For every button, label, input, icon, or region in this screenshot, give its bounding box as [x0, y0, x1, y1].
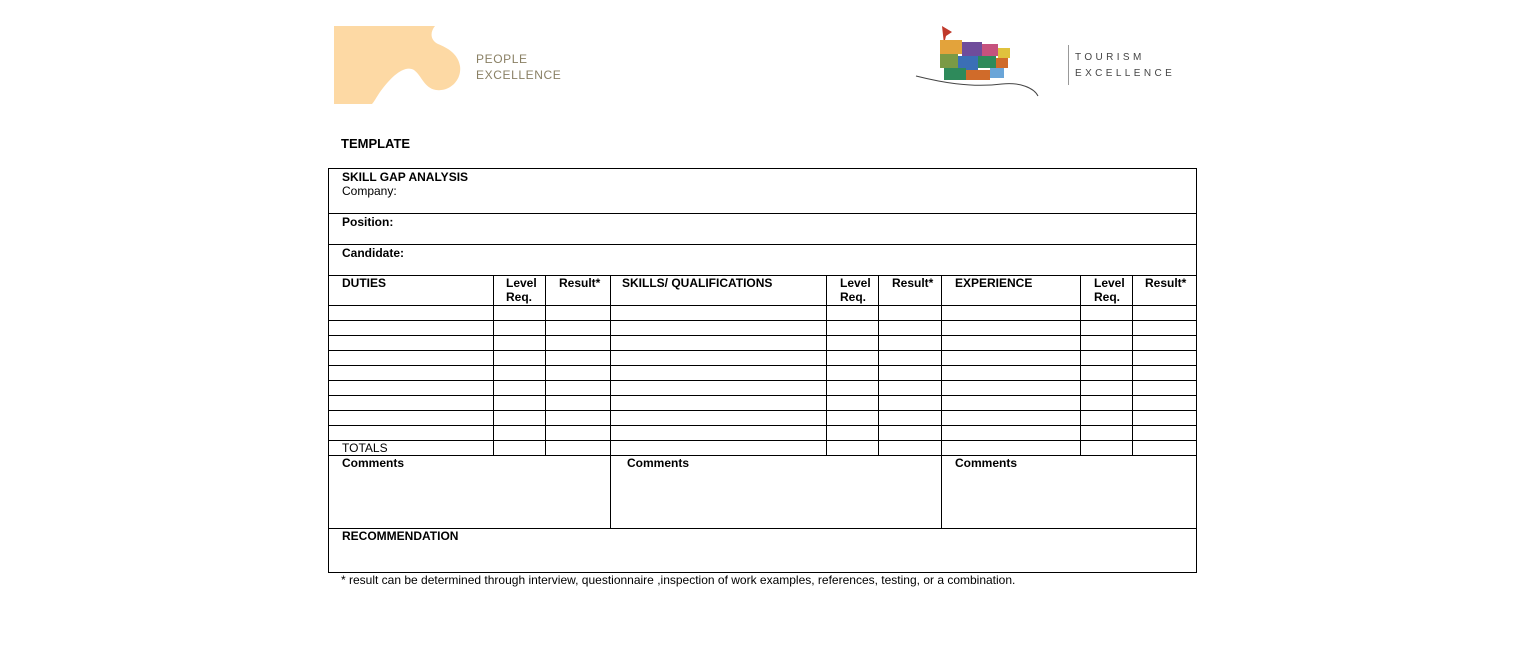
table-row [329, 426, 1197, 441]
people-excellence-line1: PEOPLE [476, 52, 528, 66]
blank-cell[interactable] [329, 411, 494, 426]
blank-cell[interactable] [329, 351, 494, 366]
experience-header: EXPERIENCE [942, 276, 1081, 306]
blank-cell[interactable] [1133, 396, 1197, 411]
blank-cell[interactable] [329, 396, 494, 411]
blank-cell[interactable] [879, 306, 942, 321]
level-line2: Req. [506, 290, 533, 304]
recommendation-label: RECOMMENDATION [342, 529, 459, 543]
skills-level-header [827, 276, 879, 306]
table-row [329, 411, 1197, 426]
blank-cell[interactable] [879, 396, 942, 411]
totals-cell[interactable] [1081, 441, 1133, 456]
blank-cell[interactable] [1133, 306, 1197, 321]
blank-cell[interactable] [546, 321, 611, 336]
blank-cell[interactable] [611, 366, 827, 381]
tourism-victoria-logo [910, 22, 1050, 112]
blank-cell[interactable] [1081, 381, 1133, 396]
table-row [329, 396, 1197, 411]
blank-cell[interactable] [546, 306, 611, 321]
totals-cell[interactable] [942, 441, 1081, 456]
blank-cell[interactable] [879, 336, 942, 351]
experience-comments-cell[interactable] [942, 456, 1197, 529]
blank-cell[interactable] [879, 426, 942, 441]
blank-cell[interactable] [546, 366, 611, 381]
table-row [329, 351, 1197, 366]
blank-cell[interactable] [827, 396, 879, 411]
puzzle-piece-icon [334, 26, 460, 104]
blank-cell[interactable] [329, 306, 494, 321]
blank-cell[interactable] [942, 321, 1081, 336]
template-label: TEMPLATE [341, 136, 411, 151]
blank-cell[interactable] [1133, 351, 1197, 366]
blank-cell[interactable] [942, 411, 1081, 426]
blank-cell[interactable] [1081, 321, 1133, 336]
blank-cell[interactable] [611, 336, 827, 351]
duties-comments-cell[interactable] [329, 456, 611, 529]
totals-cell[interactable] [546, 441, 611, 456]
blank-cell[interactable] [546, 351, 611, 366]
blank-cell[interactable] [827, 351, 879, 366]
blank-cell[interactable] [611, 351, 827, 366]
blank-cell[interactable] [1133, 426, 1197, 441]
blank-cell[interactable] [1133, 321, 1197, 336]
tourism-excellence-wordmark [1075, 50, 1175, 82]
blank-cell[interactable] [1133, 411, 1197, 426]
blank-cell[interactable] [329, 381, 494, 396]
blank-cell[interactable] [1133, 381, 1197, 396]
level-line2: Req. [1094, 290, 1121, 304]
blank-cell[interactable] [611, 411, 827, 426]
blank-cell[interactable] [611, 321, 827, 336]
blank-cell[interactable] [942, 396, 1081, 411]
table-row [329, 381, 1197, 396]
blank-cell[interactable] [611, 396, 827, 411]
blank-cell[interactable] [546, 381, 611, 396]
people-excellence-line2: EXCELLENCE [476, 68, 562, 82]
blank-cell[interactable] [494, 411, 546, 426]
candidate-cell [329, 245, 1197, 276]
comments-label: Comments [627, 456, 690, 470]
form-title: SKILL GAP ANALYSIS [342, 170, 469, 184]
duties-result-header: Result* [546, 276, 611, 306]
blank-cell[interactable] [329, 336, 494, 351]
blank-cell[interactable] [942, 426, 1081, 441]
tourism-tagline [0, 0, 1, 1]
blank-cell[interactable] [942, 336, 1081, 351]
blank-cell[interactable] [1081, 366, 1133, 381]
blank-cell[interactable] [1081, 396, 1133, 411]
blank-cell[interactable] [546, 396, 611, 411]
level-line1: Level [1094, 276, 1125, 290]
blank-cell[interactable] [494, 351, 546, 366]
skill-gap-form [328, 168, 1197, 573]
totals-cell[interactable] [1133, 441, 1197, 456]
blank-cell[interactable] [942, 306, 1081, 321]
tourism-excellence-line1: TOURISM [1075, 52, 1145, 63]
duties-header: DUTIES [329, 276, 494, 306]
form-title-cell [329, 169, 1197, 214]
blank-cell[interactable] [1133, 366, 1197, 381]
blank-cell[interactable] [879, 411, 942, 426]
blank-cell[interactable] [494, 321, 546, 336]
totals-cell[interactable] [827, 441, 879, 456]
blank-cell[interactable] [546, 426, 611, 441]
totals-cell[interactable] [879, 441, 942, 456]
duties-level-header [494, 276, 546, 306]
blank-cell[interactable] [827, 366, 879, 381]
blank-cell[interactable] [611, 306, 827, 321]
position-cell [329, 214, 1197, 245]
people-excellence-wordmark [476, 51, 561, 83]
blank-cell[interactable] [494, 336, 546, 351]
blank-cell[interactable] [942, 381, 1081, 396]
victoria-puzzle-map-icon [916, 26, 1038, 96]
table-row [329, 321, 1197, 336]
blank-cell[interactable] [942, 366, 1081, 381]
blank-cell[interactable] [1133, 336, 1197, 351]
level-line1: Level [506, 276, 537, 290]
blank-cell[interactable] [611, 381, 827, 396]
position-label: Position: [342, 215, 394, 229]
skills-result-header: Result* [879, 276, 942, 306]
blank-cell[interactable] [329, 426, 494, 441]
blank-cell[interactable] [546, 411, 611, 426]
blank-cell[interactable] [329, 366, 494, 381]
blank-cell[interactable] [329, 321, 494, 336]
blank-cell[interactable] [1081, 336, 1133, 351]
blank-cell[interactable] [827, 381, 879, 396]
blank-cell[interactable] [879, 381, 942, 396]
blank-cell[interactable] [494, 381, 546, 396]
logo-divider [1068, 45, 1069, 85]
table-row [329, 306, 1197, 321]
recommendation-cell[interactable] [329, 529, 1197, 573]
blank-cell[interactable] [494, 426, 546, 441]
totals-cell[interactable] [611, 441, 827, 456]
blank-cell[interactable] [942, 351, 1081, 366]
blank-cell[interactable] [827, 411, 879, 426]
experience-level-header [1081, 276, 1133, 306]
experience-result-header: Result* [1133, 276, 1197, 306]
blank-cell[interactable] [546, 336, 611, 351]
blank-cell[interactable] [879, 321, 942, 336]
blank-cell[interactable] [879, 366, 942, 381]
totals-label: TOTALS [329, 441, 494, 456]
blank-cell[interactable] [827, 426, 879, 441]
company-label: Company: [342, 184, 397, 198]
blank-cell[interactable] [827, 306, 879, 321]
skills-comments-cell[interactable] [611, 456, 942, 529]
level-line1: Level [840, 276, 871, 290]
data-rows [329, 306, 1197, 441]
blank-cell[interactable] [611, 426, 827, 441]
blank-cell[interactable] [879, 351, 942, 366]
candidate-label: Candidate: [342, 246, 405, 260]
tourism-excellence-line2: EXCELLENCE [1075, 68, 1176, 79]
blank-cell[interactable] [1081, 306, 1133, 321]
blank-cell[interactable] [827, 336, 879, 351]
blank-cell[interactable] [827, 321, 879, 336]
table-row [329, 366, 1197, 381]
blank-cell[interactable] [1081, 351, 1133, 366]
totals-cell[interactable] [494, 441, 546, 456]
footnote: * result can be determined through interview, questionnaire ,inspection of work examples, references, testing, or a combination. [341, 573, 1016, 587]
blank-cell[interactable] [494, 396, 546, 411]
comments-label: Comments [955, 456, 1018, 470]
blank-cell[interactable] [494, 306, 546, 321]
table-row [329, 336, 1197, 351]
blank-cell[interactable] [1081, 411, 1133, 426]
blank-cell[interactable] [494, 366, 546, 381]
level-line2: Req. [840, 290, 867, 304]
skills-header: SKILLS/ QUALIFICATIONS [611, 276, 827, 306]
blank-cell[interactable] [1081, 426, 1133, 441]
comments-label: Comments [342, 456, 405, 470]
